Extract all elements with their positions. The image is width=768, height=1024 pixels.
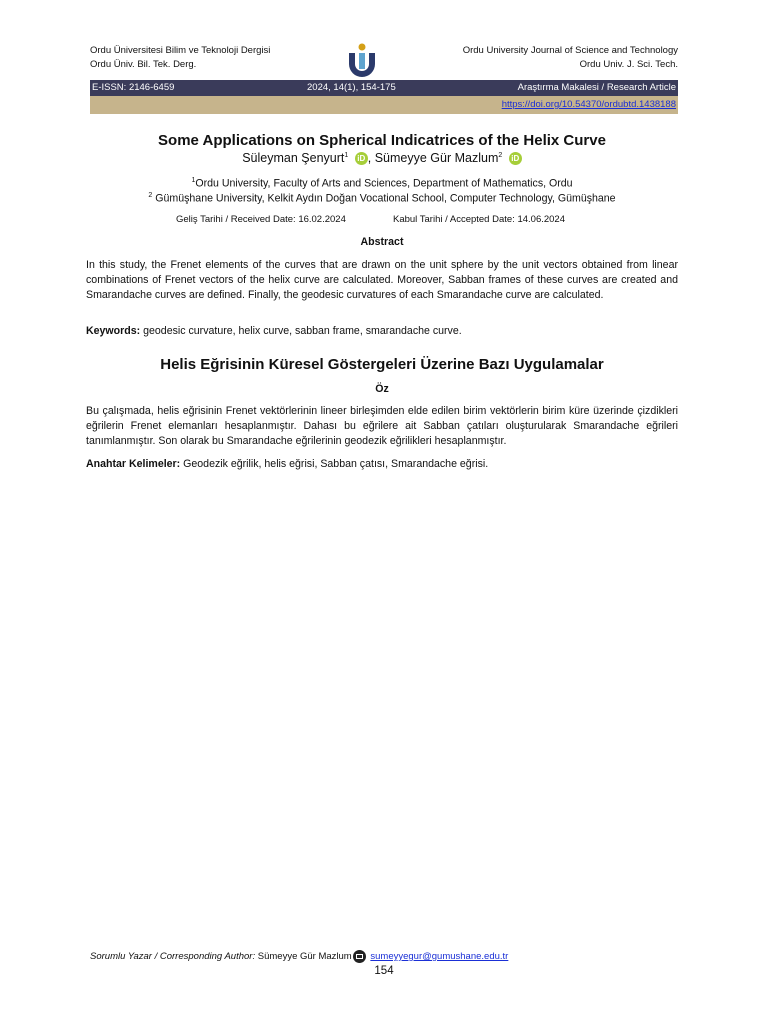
- journal-info-band: [90, 80, 678, 96]
- affil-2-text: Gümüşhane University, Kelkit Aydın Doğan Vocational School, Computer Technology, Gümüşhane: [155, 192, 616, 205]
- orcid-icon[interactable]: iD: [509, 152, 522, 165]
- affil-2-sup: 2: [148, 192, 153, 199]
- doi-link[interactable]: https://doi.org/10.54370/ordubtd.1438188: [501, 99, 676, 110]
- abstract-heading: Abstract: [360, 236, 404, 248]
- keywords: [86, 324, 678, 339]
- journal-abbrev-tr: Ordu Üniv. Bil. Tek. Derg.: [90, 59, 197, 70]
- journal-name-tr: Ordu Üniversitesi Bilim ve Teknoloji Dergisi: [90, 45, 271, 56]
- affil-1-text: Ordu University, Faculty of Arts and Sciences, Department of Mathematics, Ordu: [195, 177, 573, 190]
- page-number: 154: [374, 965, 394, 977]
- author-2[interactable]: Sümeyye Gür Mazlum: [374, 151, 499, 165]
- abstract-body: In this study, the Frenet elements of the curves that are drawn on the unit sphere by the unit vectors obtained from linear combinations of Frenet vectors of the helix curve are calculated. Moreover, Sabban frames of these curves are created and Smarandache curves are defined. Finally, the geodesic curvatures of each Smarandache curve are calculated.: [86, 259, 678, 302]
- affil-1-sup: 1: [191, 177, 196, 184]
- corresponding-author: [90, 950, 508, 963]
- header-right: [463, 44, 678, 72]
- corr-label: Sorumlu Yazar / Corresponding Author:: [90, 951, 256, 963]
- article-title: Some Applications on Spherical Indicatrices of the Helix Curve: [158, 132, 606, 149]
- author-2-sup: 2: [498, 151, 503, 159]
- accepted-date: Kabul Tarihi / Accepted Date: 14.06.2024: [393, 214, 566, 225]
- authors: [86, 151, 678, 165]
- email-link[interactable]: sumeyyegur@gumushane.edu.tr: [370, 951, 509, 963]
- author-separator: ,: [367, 151, 372, 165]
- volume-info: 2024, 14(1), 154-175: [307, 82, 396, 93]
- issn: E-ISSN: 2146-6459: [92, 82, 175, 93]
- author-1-sup: 1: [344, 151, 349, 159]
- oz-body: Bu çalışmada, helis eğrisinin Frenet vektörlerinin lineer birleşimden elde edilen birim vektörlerin birim küre üzerinde çizdikleri eğrilerin Frenet elemanları hesaplanmıştır. Dahası bu eğrilere ait Sabban çatıları oluşturularak Smarandache eğrileri tanımlanmıştır. Son olarak bu Smarandache eğrilerinin geodezik eğrilikleri hesaplanmıştır.: [86, 405, 678, 448]
- author-1[interactable]: Süleyman Şenyurt: [242, 151, 345, 165]
- affiliation-2: [86, 192, 678, 205]
- keywords-label: Keywords:: [86, 325, 141, 337]
- oz-heading: Öz: [375, 383, 389, 395]
- article-type: Araştırma Makalesi / Research Article: [517, 82, 676, 93]
- keywords-text: geodesic curvature, helix curve, sabban frame, smarandache curve.: [143, 325, 462, 337]
- journal-name-en: Ordu University Journal of Science and Technology: [462, 45, 678, 56]
- turkish-title: Helis Eğrisinin Küresel Göstergeleri Üzerine Bazı Uygulamalar: [160, 356, 604, 373]
- journal-abbrev-en: Ordu Univ. J. Sci. Tech.: [579, 59, 678, 70]
- doi-bar: [90, 96, 678, 114]
- email-icon: [353, 950, 366, 963]
- anahtar-kelimeler: [86, 457, 678, 472]
- orcid-icon[interactable]: iD: [355, 152, 368, 165]
- header-left: [90, 44, 270, 72]
- received-date: Geliş Tarihi / Received Date: 16.02.2024: [176, 214, 346, 225]
- anahtar-label: Anahtar Kelimeler:: [86, 458, 181, 470]
- affiliation-1: [86, 177, 678, 190]
- anahtar-text: Geodezik eğrilik, helis eğrisi, Sabban çatısı, Smarandache eğrisi.: [183, 458, 489, 470]
- corr-name: Sümeyye Gür Mazlum: [257, 951, 352, 963]
- university-logo-icon: [344, 42, 380, 80]
